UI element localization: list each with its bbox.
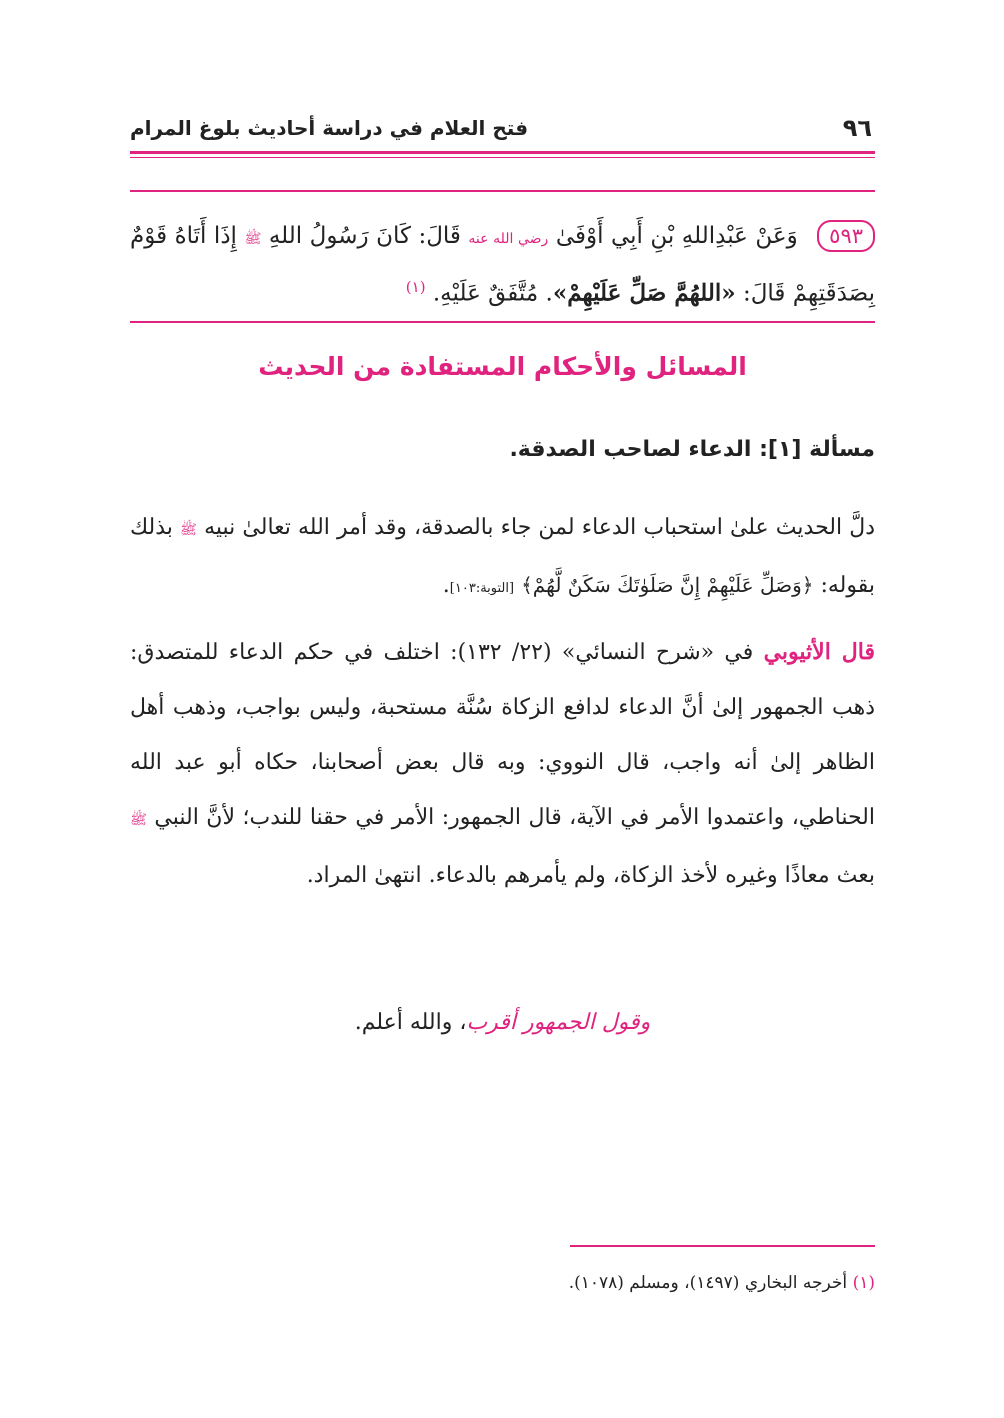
hadith-agreed: . مُتَّفَقٌ عَلَيْهِ. [432, 280, 553, 307]
scholar-name: قال الأثيوبي [763, 639, 876, 665]
hadith-prayer-quote: «اللهُمَّ صَلِّ عَلَيْهِمْ» [552, 279, 736, 307]
hadith-box-bottom-rule [130, 321, 875, 323]
page-number: ٩٦ [842, 114, 872, 142]
paragraph-1-end: . [442, 573, 450, 598]
running-title: فتح العلام في دراسة أحاديث بلوغ المرام [130, 116, 529, 140]
closing-statement [130, 1010, 875, 1035]
hadith-narrator: وَعَنْ عَبْدِاللهِ بْنِ أَبِي أَوْفَىٰ [555, 223, 798, 249]
prophet-honorific: ﷺ [180, 522, 197, 538]
footnote-text: أخرجه البخاري (١٤٩٧)، ومسلم (١٠٧٨). [568, 1273, 848, 1293]
footnote [130, 1273, 875, 1293]
hadith-charity: بِصَدَقَتِهِمْ قَالَ: [742, 280, 875, 307]
paragraph-2-text-b: بعث معاذًا وغيره لأخذ الزكاة، ولم يأمرهم بالدعاء. انتهىٰ المراد. [306, 863, 875, 888]
running-header [130, 108, 872, 148]
paragraph-1-text-a: دلَّ الحديث علىٰ استحباب الدعاء لمن جاء بالصدقة، وقد أمر الله تعالىٰ نبيه [204, 515, 875, 540]
hadith-line-2 [130, 263, 875, 318]
hadith-text [130, 212, 875, 318]
hadith-said: قَالَ: كَانَ رَسُولُ اللهِ [268, 223, 461, 249]
paragraph-1-text-b: بذلك بقوله: [130, 515, 875, 598]
header-rule-thin [130, 157, 875, 158]
issue-heading [130, 437, 875, 462]
footnote-rule [570, 1245, 875, 1247]
hadith-box-top-rule [130, 190, 875, 192]
paragraph-2 [130, 625, 875, 903]
section-title: المسائل والأحكام المستفادة من الحديث [258, 352, 747, 381]
footnote-reference: (١) [405, 278, 426, 296]
hadith-when: إِذَا أَتَاهُ قَوْمٌ [130, 223, 237, 249]
hadith-line-1 [130, 212, 875, 263]
footnote-number: (١) [852, 1273, 875, 1293]
paragraph-1 [130, 500, 875, 616]
issue-label: مسألة [١]: [759, 437, 875, 462]
hadith-number-badge: ٥٩٣ [817, 220, 875, 252]
paragraph-2-text-a: في «شرح النسائي» (٢٢/ ١٣٢): اختلف في حكم الدعاء للمتصدق: ذهب الجمهور إلىٰ أنَّ الدعاء لدافع الزكاة سُنَّة مستحبة، وليس بواجب، وذهب أهل الظاهر إلىٰ أنه واجب، قال النووي: وبه قال بعض أصحابنا، حكاه أبو عبد الله الحناطي، واعتمدوا الأمر في الآية، قال الجمهور: الأمر في حقنا للندب؛ لأنَّ النبي [130, 640, 875, 830]
prophet-honorific: ﷺ [244, 231, 262, 247]
header-rule-thick [130, 151, 875, 154]
prophet-honorific: ﷺ [130, 812, 147, 828]
quran-reference: [التوبة:١٠٣] [449, 581, 515, 596]
closing-rest: ، والله أعلم. [354, 1010, 467, 1035]
companion-honorific: رضي الله عنه [468, 231, 549, 247]
issue-title: الدعاء لصاحب الصدقة. [509, 437, 752, 462]
quran-verse: ﴿وَصَلِّ عَلَيْهِمْ إِنَّ صَلَوٰتَكَ سَكَنٌ لَّهُمْ﴾ [521, 573, 814, 597]
closing-highlight: وقول الجمهور أقرب [466, 1010, 651, 1035]
